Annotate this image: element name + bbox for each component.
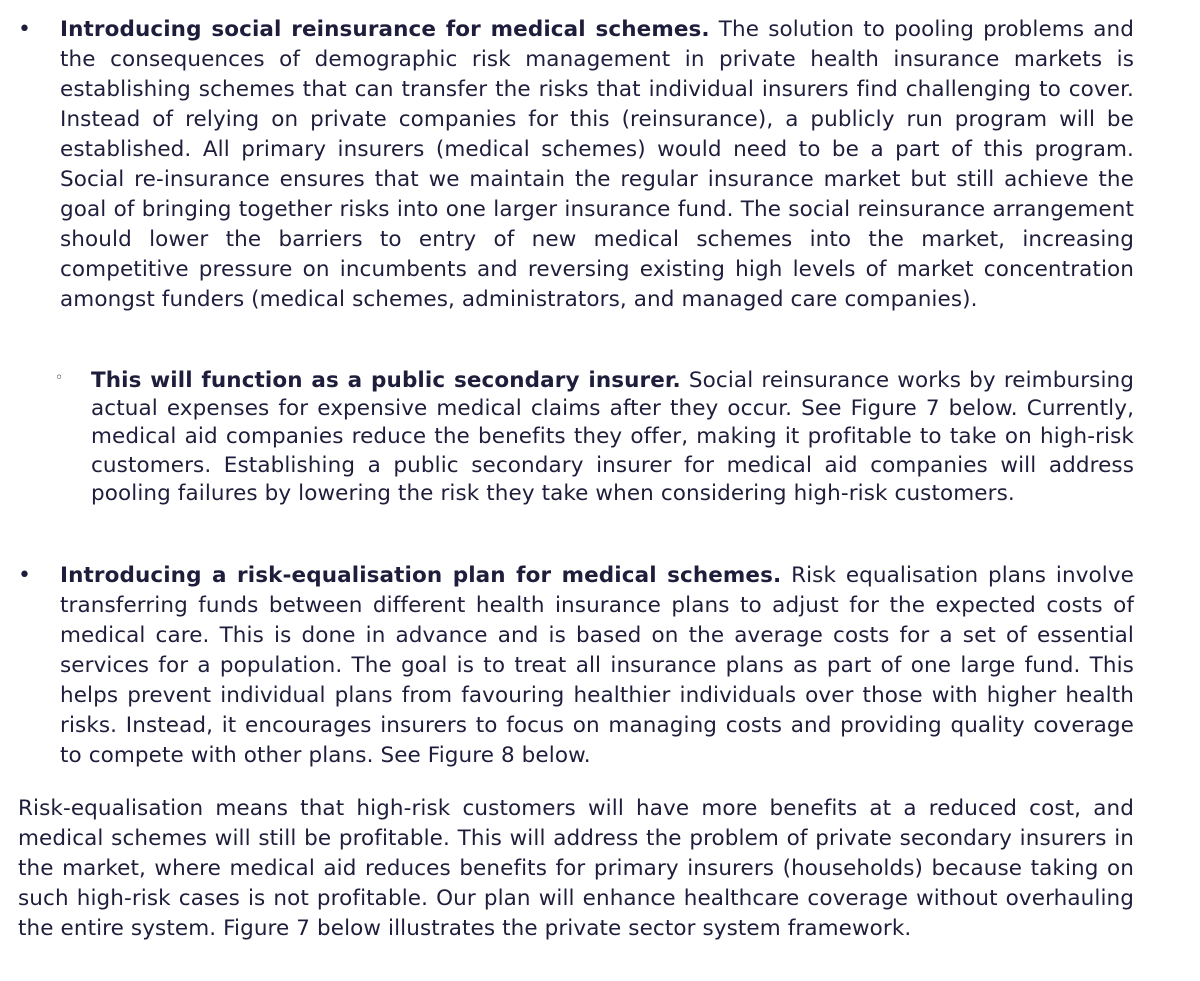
bullet-body-text: Risk equalisation plans involve transferring funds between different health insurance plans to adjust for the expected costs of medical care. This is done in advance and is based on the average costs for a set of essential services for a population. The goal is to treat all insurance plans as part of one large fund. This helps prevent individual plans from favouring healthier individuals over those with higher health risks. Instead, it encourages insurers to focus on managing costs and providing quality coverage to compete with other plans. See Figure 8 below. — [60, 563, 1134, 768]
bullet-lead-text: Introducing social reinsurance for medical schemes. — [60, 17, 710, 42]
bullet-item-social-reinsurance — [60, 15, 1134, 315]
sub-bullet-item-public-secondary-insurer — [91, 367, 1134, 508]
bullet-item-risk-equalisation — [60, 561, 1134, 771]
bullet-body-text: The solution to pooling problems and the consequences of demographic risk management in private health insurance markets is establishing schemes that can transfer the risks that individual insurers find challenging to cover. Instead of relying on private companies for this (reinsurance), a publicly run program will be established. All primary insurers (medical schemes) would need to be a part of this program. Social re-insurance ensures that we maintain the regular insurance market but still achieve the goal of bringing together risks into one larger insurance fund. The social reinsurance arrangement should lower the barriers to entry of new medical schemes into the market, increasing competitive pressure on incumbents and reversing existing high levels of market concentration amongst funders (medical schemes, administrators, and managed care companies). — [60, 17, 1134, 312]
bullet-point-icon: • — [18, 563, 32, 588]
closing-paragraph: Risk-equalisation means that high-risk customers will have more benefits at a reduced cost, and medical schemes will still be profitable. This will address the problem of private secondary insurers in the market, where medical aid reduces benefits for primary insurers (households) because taking on such high-risk cases is not profitable. Our plan will enhance healthcare coverage without overhauling the entire system. Figure 7 below illustrates the private sector system framework. — [18, 796, 1134, 941]
bullet-lead-text: Introducing a risk-equalisation plan for medical schemes. — [60, 563, 782, 588]
bullet-point-icon: • — [18, 17, 32, 42]
sub-bullet-point-icon: ◦ — [55, 370, 64, 386]
sub-bullet-body-text: Social reinsurance works by reimbursing actual expenses for expensive medical claims after they occur. See Figure 7 below. Currently, medical aid companies reduce the benefits they offer, making it profitable to take on high-risk customers. Establishing a public secondary insurer for medical aid companies will address pooling failures by lowering the risk they take when considering high-risk customers. — [91, 368, 1134, 506]
sub-bullet-lead-text: This will function as a public secondary insurer. — [91, 368, 681, 393]
